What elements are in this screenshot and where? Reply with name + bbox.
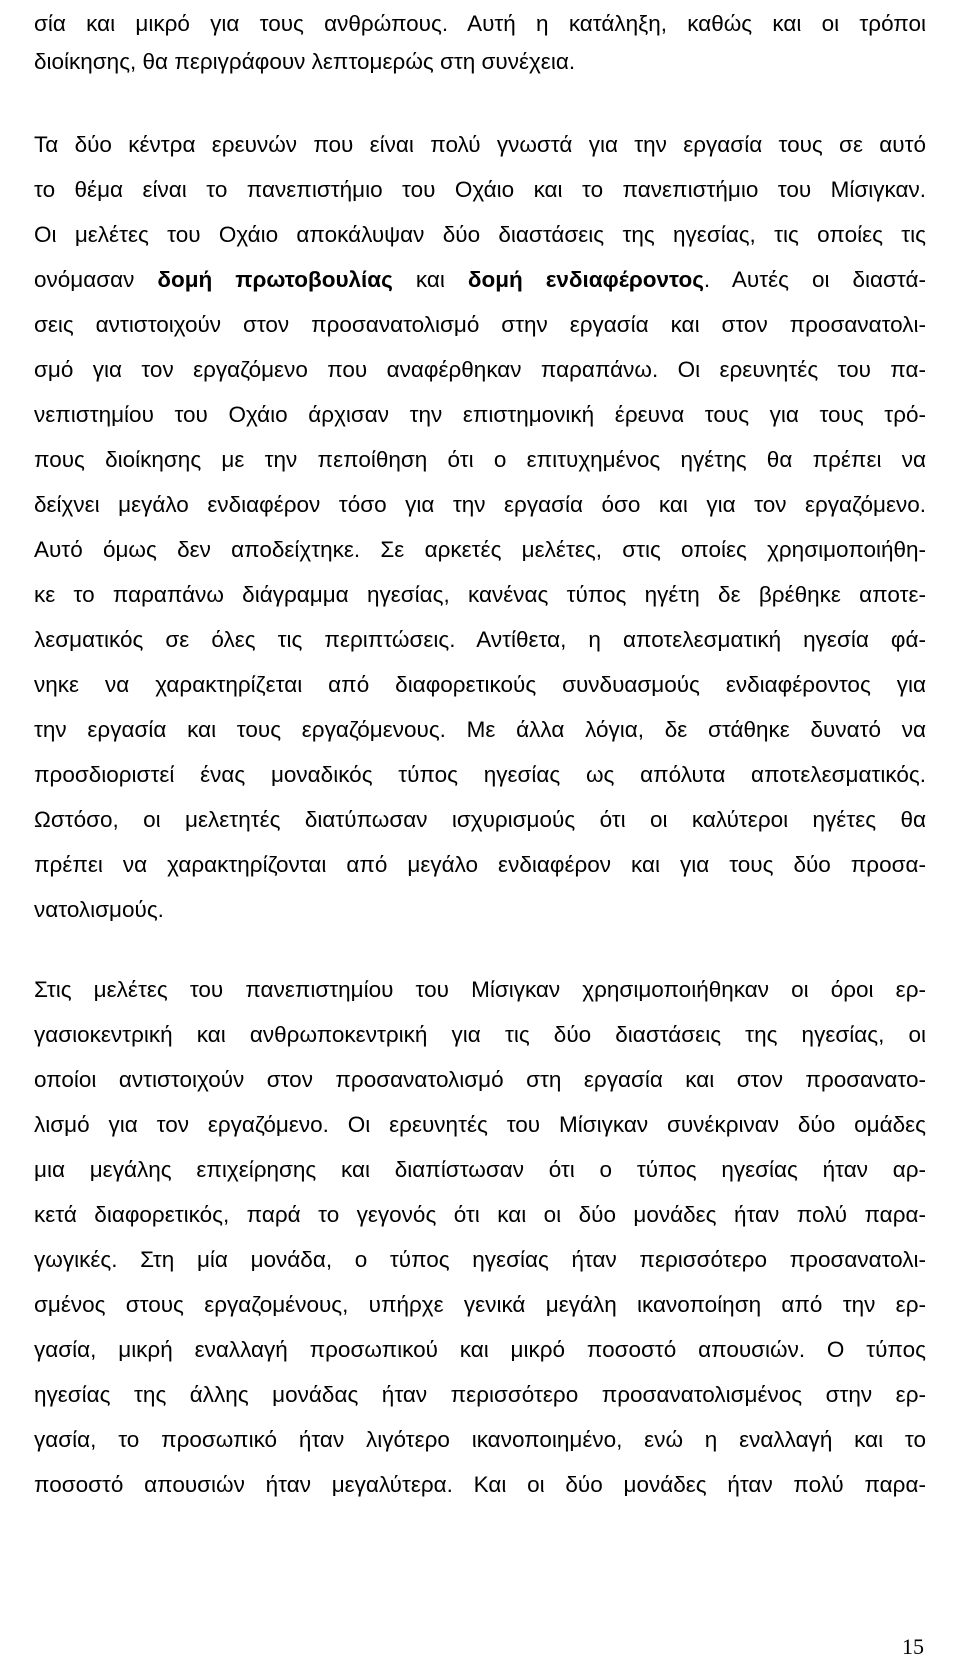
text-line: Στις μελέτες του πανεπιστημίου του Μίσιγκαν χρησιμοποιήθηκαν οι όροι ερ-: [34, 977, 926, 1002]
text-line: ποσοστό απουσιών ήταν μεγαλύτερα. Και οι δύο μονάδες ήταν πολύ παρα-: [34, 1472, 926, 1497]
text-line: Ωστόσο, οι μελετητές διατύπωσαν ισχυρισμούς ότι οι καλύτεροι ηγέτες θα: [34, 807, 926, 832]
text-line: ηγεσίας της άλλης μονάδας ήταν περισσότερο προσανατολισμένος στην ερ-: [34, 1382, 926, 1407]
text-line: γασία, μικρή εναλλαγή προσωπικού και μικρό ποσοστό απουσιών. Ο τύπος: [34, 1337, 926, 1362]
text-line: γασιοκεντρική και ανθρωποκεντρική για τις δύο διαστάσεις της ηγεσίας, οι: [34, 1022, 926, 1047]
text-line: σία και μικρό για τους ανθρώπους. Αυτή η κατάληξη, καθώς και οι τρόποι: [34, 11, 926, 36]
text-line: οποίοι αντιστοιχούν στον προσανατολισμό στη εργασία και στον προσανατο-: [34, 1067, 926, 1092]
text-line: το θέμα είναι το πανεπιστήμιο του Οχάιο και το πανεπιστήμιο του Μίσιγκαν.: [34, 177, 926, 202]
text-run: . Αυτές οι διαστά-: [703, 267, 926, 292]
bold-term-consideration: δομή ενδιαφέροντος: [467, 267, 704, 292]
text-run: ονόμασαν: [34, 267, 158, 292]
text-line: νατολισμούς.: [34, 897, 164, 922]
text-line: κετά διαφορετικός, παρά το γεγονός ότι και οι δύο μονάδες ήταν πολύ παρα-: [34, 1202, 926, 1227]
text-line: σμό για τον εργαζόμενο που αναφέρθηκαν παραπάνω. Οι ερευνητές του πα-: [34, 357, 926, 382]
text-line: κε το παραπάνω διάγραμμα ηγεσίας, κανένας τύπος ηγέτη δε βρέθηκε αποτε-: [34, 582, 926, 607]
text-line: νεπιστημίου του Οχάιο άρχισαν την επιστημονική έρευνα τους για τους τρό-: [34, 402, 926, 427]
text-line: [34, 256, 926, 304]
page-number: 15: [902, 1634, 924, 1659]
text-line: διοίκησης, θα περιγράφουν λεπτομερώς στη συνέχεια.: [34, 49, 576, 74]
text-line: πους διοίκησης με την πεποίθηση ότι ο επιτυχημένος ηγέτης θα πρέπει να: [34, 447, 926, 472]
text-line: πρέπει να χαρακτηρίζονται από μεγάλο ενδιαφέρον και για τους δύο προσα-: [34, 852, 926, 877]
text-line: γωγικές. Στη μία μονάδα, ο τύπος ηγεσίας ήταν περισσότερο προσανατολι-: [34, 1247, 926, 1272]
text-run: και: [392, 267, 468, 292]
text-line: Οι μελέτες του Οχάιο αποκάλυψαν δύο διαστάσεις της ηγεσίας, τις οποίες τις: [34, 222, 926, 247]
text-line: γασία, το προσωπικό ήταν λιγότερο ικανοποιημένο, ενώ η εναλλαγή και το: [34, 1427, 926, 1452]
text-line: λισμό για τον εργαζόμενο. Οι ερευνητές του Μίσιγκαν συνέκριναν δύο ομάδες: [34, 1112, 926, 1137]
text-line: δείχνει μεγάλο ενδιαφέρον τόσο για την εργασία όσο και για τον εργαζόμενο.: [34, 492, 926, 517]
bold-term-initiating-structure: δομή πρωτοβουλίας: [157, 267, 393, 292]
text-line: προσδιοριστεί ένας μοναδικός τύπος ηγεσίας ως απόλυτα αποτελεσματικός.: [34, 762, 926, 787]
text-line: Τα δύο κέντρα ερευνών που είναι πολύ γνωστά για την εργασία τους σε αυτό: [34, 132, 926, 157]
text-line: την εργασία και τους εργαζόμενους. Με άλλα λόγια, δε στάθηκε δυνατό να: [34, 717, 926, 742]
text-line: μια μεγάλης επιχείρησης και διαπίστωσαν ότι ο τύπος ηγεσίας ήταν αρ-: [34, 1157, 926, 1182]
text-line: Αυτό όμως δεν αποδείχτηκε. Σε αρκετές μελέτες, στις οποίες χρησιμοποιήθη-: [34, 537, 926, 562]
text-line: νηκε να χαρακτηρίζεται από διαφορετικούς συνδυασμούς ενδιαφέροντος για: [34, 672, 926, 697]
text-line: σεις αντιστοιχούν στον προσανατολισμό στην εργασία και στον προσανατολι-: [34, 312, 926, 337]
text-line: λεσματικός σε όλες τις περιπτώσεις. Αντίθετα, η αποτελεσματική ηγεσία φά-: [34, 627, 926, 652]
text-line: σμένος στους εργαζομένους, υπήρχε γενικά μεγάλη ικανοποίηση από την ερ-: [34, 1292, 926, 1317]
